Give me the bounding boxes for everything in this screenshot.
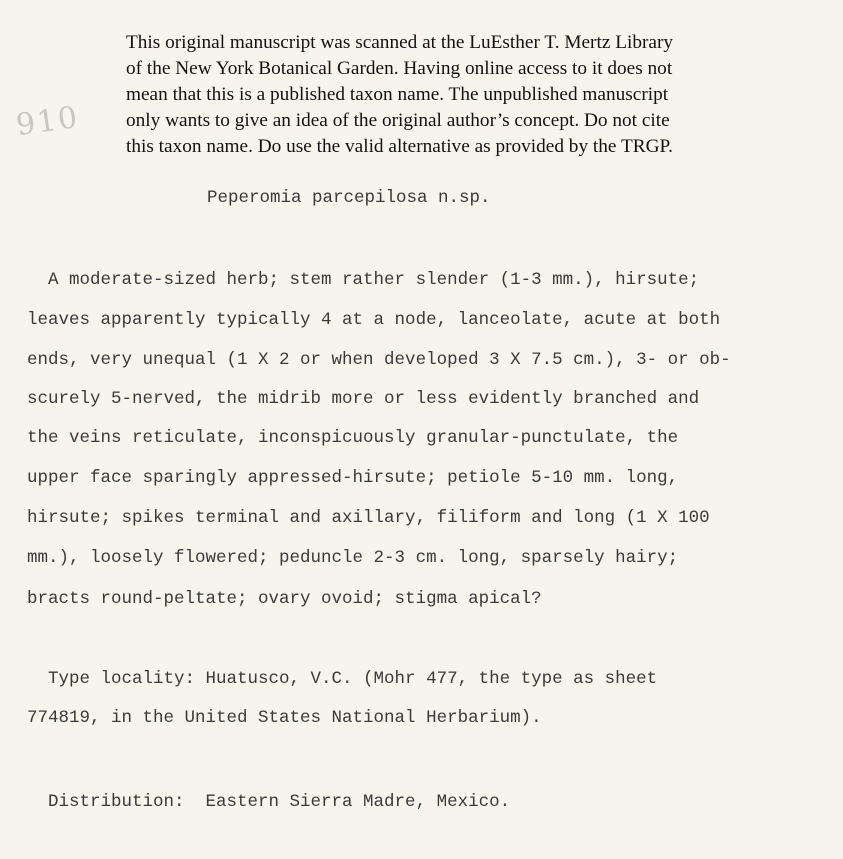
description-line: scurely 5-nerved, the midrib more or less evidently branched and: [27, 389, 700, 409]
description-line: bracts round-peltate; ovary ovoid; stigma apical?: [27, 589, 542, 609]
disclaimer-line: mean that this is a published taxon name. The unpublished manuscript: [126, 84, 669, 105]
description-line: mm.), loosely flowered; peduncle 2-3 cm. long, sparsely hairy;: [27, 548, 679, 568]
description-line: ends, very unequal (1 X 2 or when developed 3 X 7.5 cm.), 3- or ob-: [27, 350, 731, 370]
disclaimer-line: only wants to give an idea of the original author’s concept. Do not cite: [126, 110, 670, 131]
type-locality-line: 774819, in the United States National Herbarium).: [27, 708, 542, 728]
distribution-line: Distribution: Eastern Sierra Madre, Mexico.: [27, 792, 511, 812]
disclaimer-line: of the New York Botanical Garden. Having online access to it does not: [126, 58, 673, 79]
disclaimer-line: This original manuscript was scanned at the LuEsther T. Mertz Library: [126, 32, 674, 53]
description-line: hirsute; spikes terminal and axillary, filiform and long (1 X 100: [27, 508, 710, 528]
description-line: A moderate-sized herb; stem rather slender (1-3 mm.), hirsute;: [27, 270, 700, 290]
pencil-annotation: 910: [13, 99, 82, 144]
description-line: leaves apparently typically 4 at a node, lanceolate, acute at both: [27, 310, 721, 330]
description-line: upper face sparingly appressed-hirsute; petiole 5-10 mm. long,: [27, 468, 679, 488]
library-disclaimer: [126, 30, 766, 160]
species-title: Peperomia parcepilosa n.sp.: [207, 188, 491, 208]
disclaimer-line: this taxon name. Do use the valid alternative as provided by the TRGP.: [126, 136, 673, 157]
description-line: the veins reticulate, inconspicuously granular-punctulate, the: [27, 428, 679, 448]
type-locality-line: Type locality: Huatusco, V.C. (Mohr 477, the type as sheet: [27, 669, 658, 689]
